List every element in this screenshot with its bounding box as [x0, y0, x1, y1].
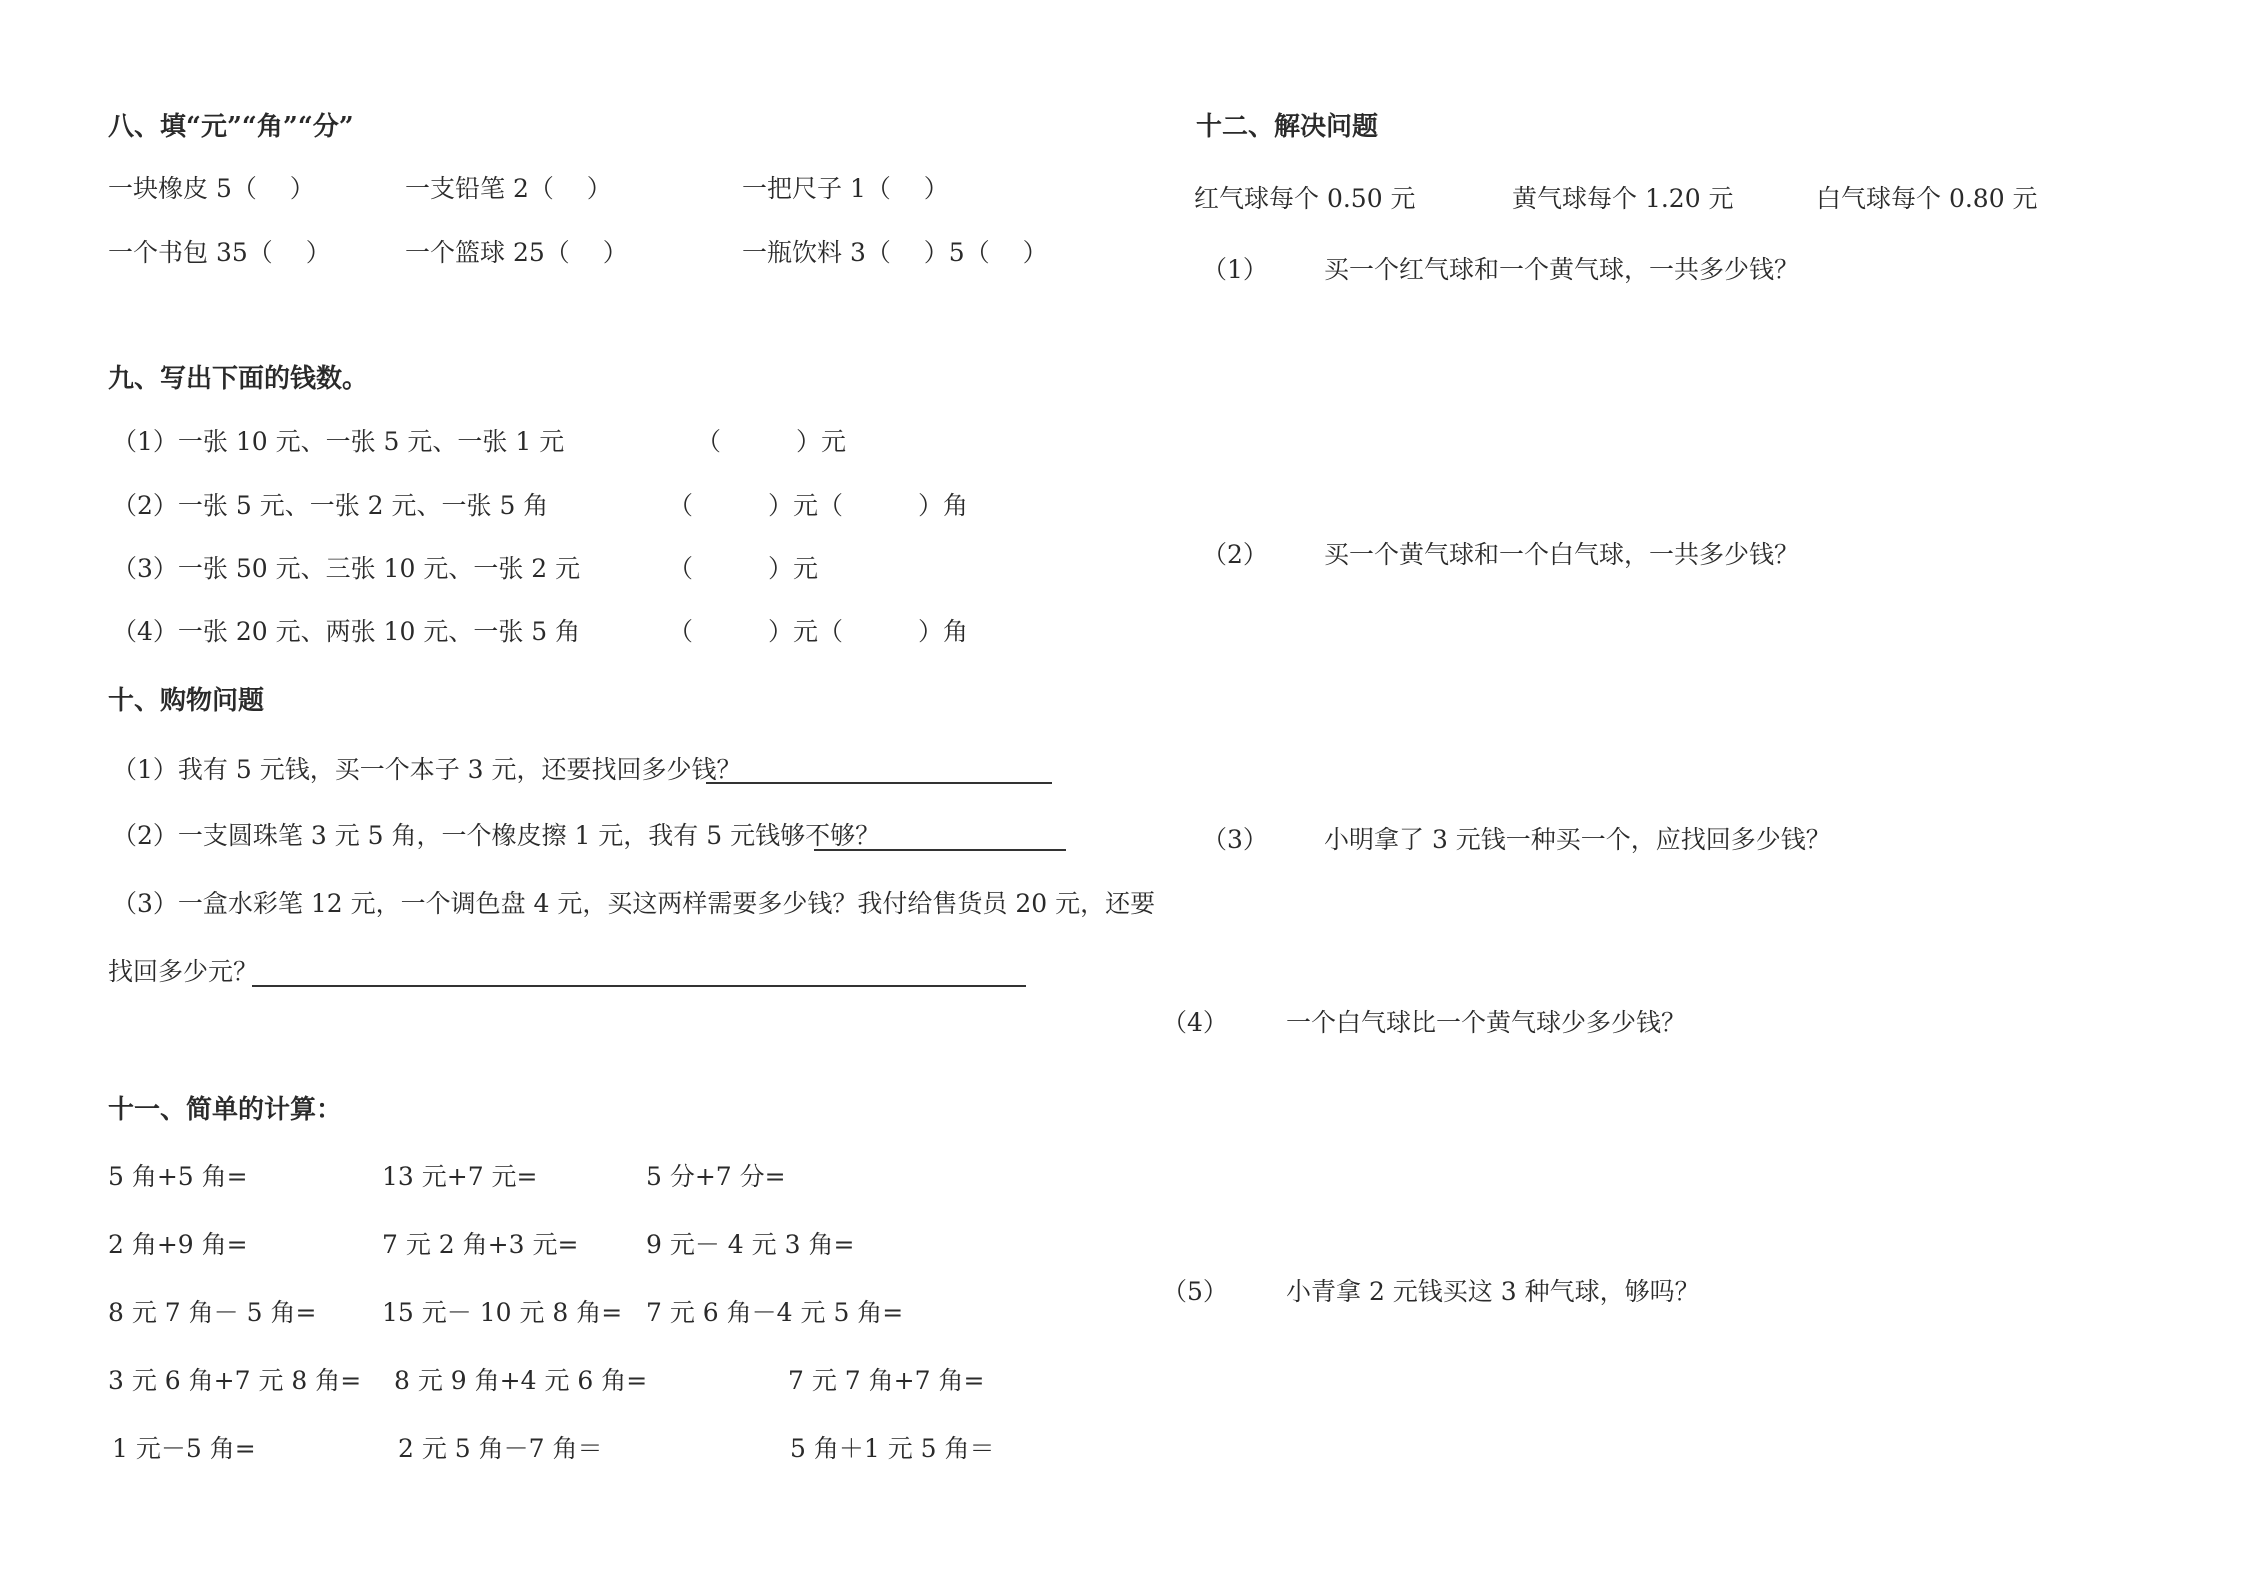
question-number: （5）: [1162, 1277, 1228, 1306]
shopping-question-continued: 找回多少元？: [108, 957, 259, 986]
question-number: （1）: [1202, 255, 1268, 284]
calc-item: 7 元 6 角－4 元 5 角=: [646, 1298, 904, 1327]
calc-item: 13 元+7 元=: [382, 1162, 538, 1191]
section10-title: 十、购物问题: [108, 686, 265, 716]
answer-line: [252, 985, 1026, 987]
price-item: 黄气球每个 1.20 元: [1512, 184, 1734, 213]
question-text: 小青拿 2 元钱买这 3 种气球，够吗？: [1286, 1277, 1700, 1306]
question-text: 买一个红气球和一个黄气球，一共多少钱？: [1324, 255, 1800, 284]
question-number: （4）: [1162, 1008, 1228, 1037]
calc-item: 7 元 7 角+7 角=: [788, 1366, 985, 1395]
money-count-answer: （ ）元: [696, 427, 847, 456]
question-text: 一个白气球比一个黄气球少多少钱？: [1286, 1008, 1687, 1037]
question-text: 小明拿了 3 元钱一种买一个，应找回多少钱？: [1324, 825, 1831, 854]
money-count-answer: （ ）元（ ）角: [668, 617, 969, 646]
calc-item: 5 角＋1 元 5 角＝: [790, 1434, 995, 1463]
money-count-answer: （ ）元（ ）角: [668, 491, 969, 520]
money-count-item: （2）一张 5 元、一张 2 元、一张 5 角: [112, 491, 549, 520]
calc-item: 2 元 5 角－7 角＝: [398, 1434, 603, 1463]
money-count-answer: （ ）元: [668, 554, 819, 583]
money-count-item: （3）一张 50 元、三张 10 元、一张 2 元: [112, 554, 581, 583]
calc-item: 15 元－ 10 元 8 角=: [382, 1298, 623, 1327]
question-text: 买一个黄气球和一个白气球，一共多少钱？: [1324, 540, 1800, 569]
fill-unit-item: 一块橡皮 5（ ）: [108, 174, 315, 203]
calc-item: 8 元 7 角－ 5 角=: [108, 1298, 317, 1327]
fill-unit-item: 一支铅笔 2（ ）: [405, 174, 612, 203]
calc-item: 2 角+9 角=: [108, 1230, 248, 1259]
section12-title: 十二、解决问题: [1196, 112, 1379, 142]
calc-item: 8 元 9 角+4 元 6 角=: [394, 1366, 648, 1395]
shopping-question: （1）我有 5 元钱，买一个本子 3 元，还要找回多少钱？: [112, 755, 742, 784]
fill-unit-item: 一瓶饮料 3（ ）5（ ）: [742, 238, 1048, 267]
fill-unit-item: 一个篮球 25（ ）: [405, 238, 628, 267]
calc-item: 1 元－5 角=: [112, 1434, 256, 1463]
price-item: 红气球每个 0.50 元: [1194, 184, 1416, 213]
calc-item: 5 分+7 分=: [646, 1162, 786, 1191]
money-count-item: （1）一张 10 元、一张 5 元、一张 1 元: [112, 427, 565, 456]
section8-title: 八、填“元”“角”“分”: [108, 112, 354, 142]
shopping-question: （2）一支圆珠笔 3 元 5 角，一个橡皮擦 1 元，我有 5 元钱够不够？: [112, 821, 881, 850]
shopping-question: （3）一盒水彩笔 12 元，一个调色盘 4 元，买这两样需要多少钱？我付给售货员 20 元，还要: [112, 889, 1156, 918]
answer-line: [706, 782, 1052, 784]
answer-line: [814, 849, 1066, 851]
money-count-item: （4）一张 20 元、两张 10 元、一张 5 角: [112, 617, 581, 646]
calc-item: 9 元－ 4 元 3 角=: [646, 1230, 855, 1259]
calc-item: 5 角+5 角=: [108, 1162, 248, 1191]
section11-title: 十一、简单的计算：: [108, 1095, 343, 1125]
question-number: （2）: [1202, 540, 1268, 569]
price-item: 白气球每个 0.80 元: [1816, 184, 2038, 213]
fill-unit-item: 一个书包 35（ ）: [108, 238, 331, 267]
calc-item: 7 元 2 角+3 元=: [382, 1230, 579, 1259]
section9-title: 九、写出下面的钱数。: [108, 364, 369, 394]
question-number: （3）: [1202, 825, 1268, 854]
fill-unit-item: 一把尺子 1（ ）: [742, 174, 949, 203]
calc-item: 3 元 6 角+7 元 8 角=: [108, 1366, 362, 1395]
